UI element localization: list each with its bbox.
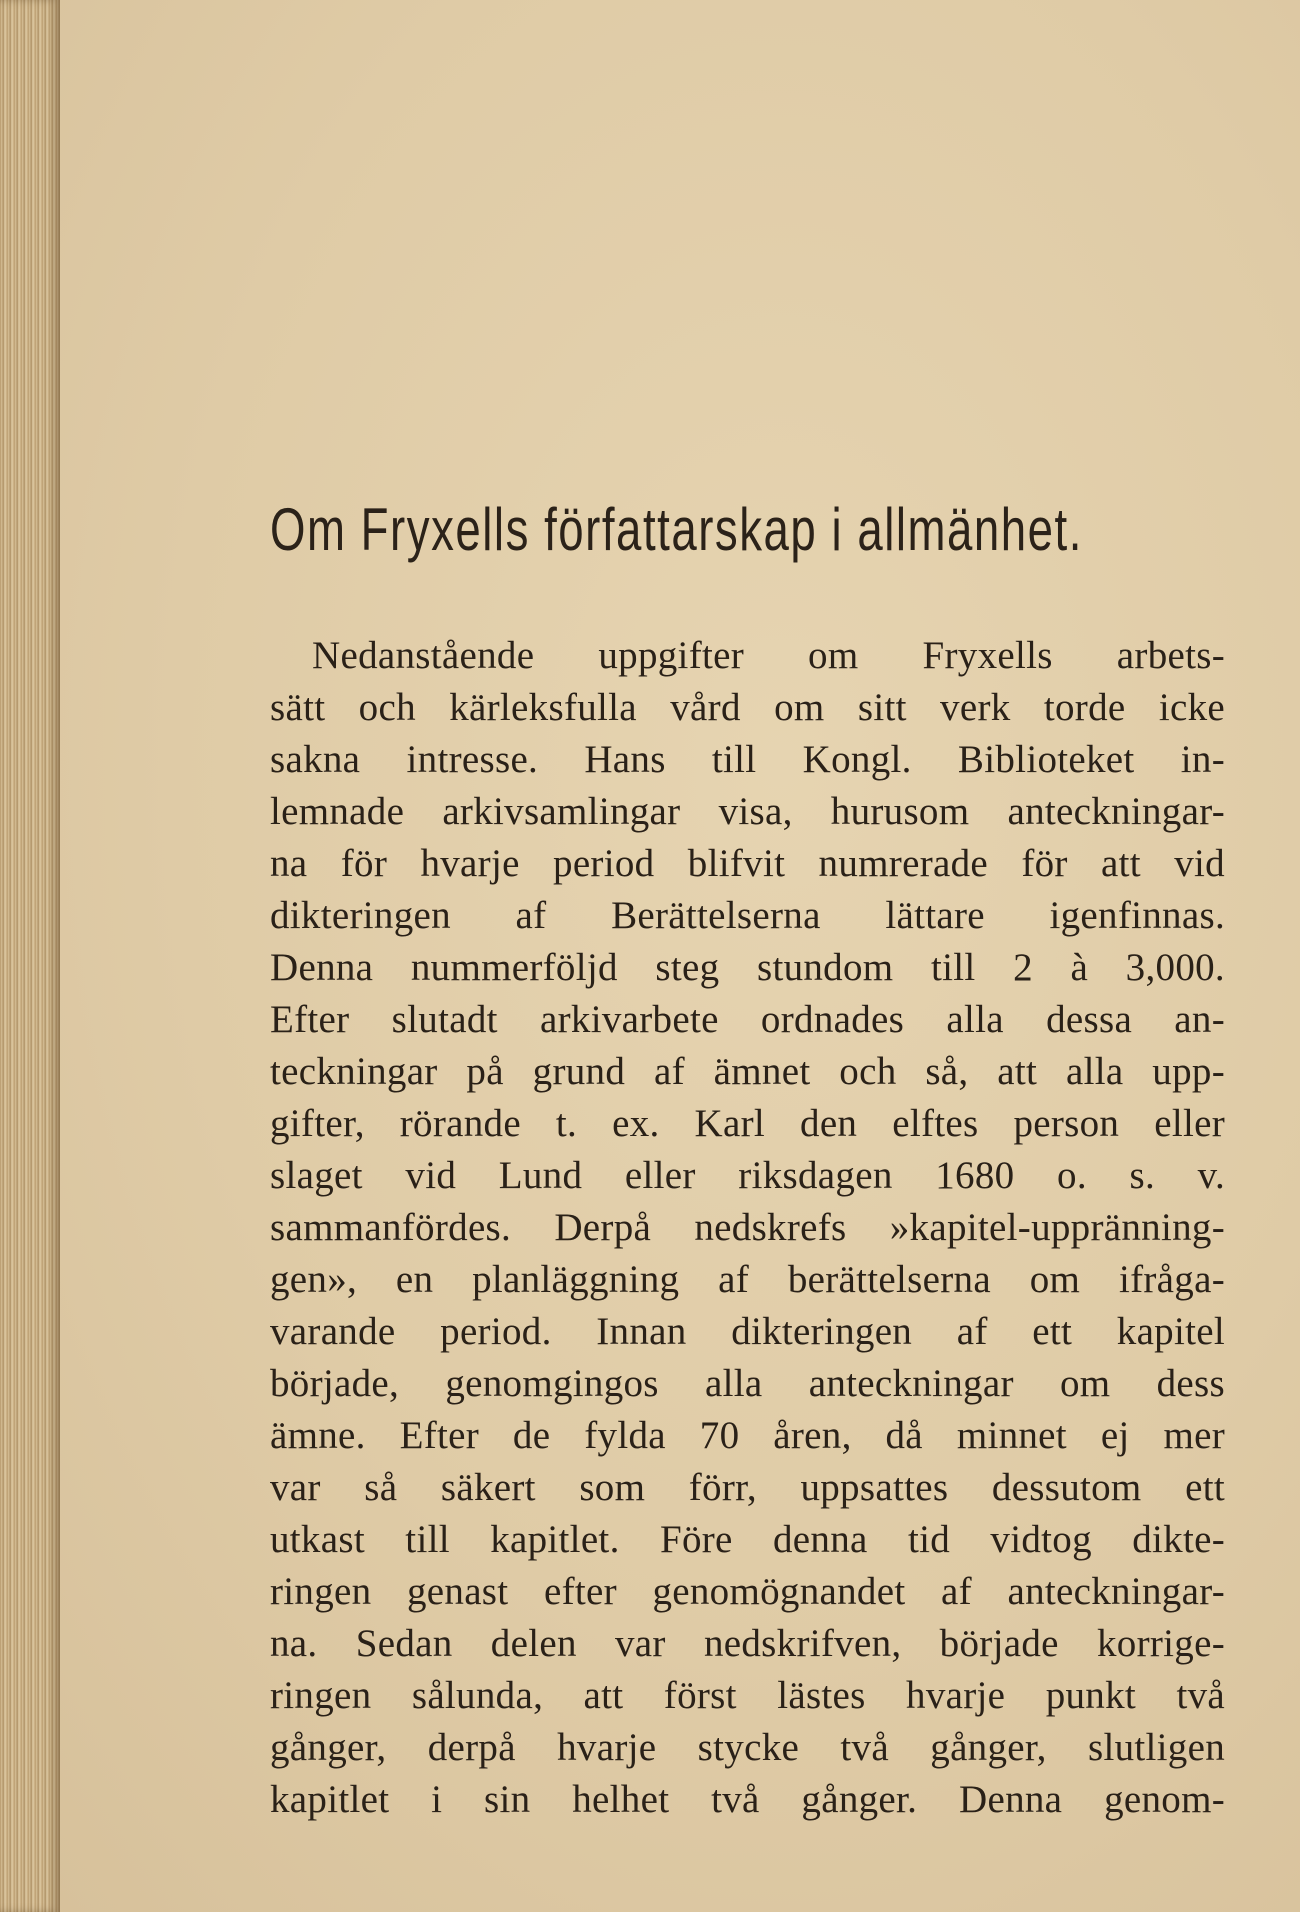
text-line: slaget vid Lund eller riksdagen 1680 o. s. v. [270,1154,1225,1197]
text-line: började, genomgingos alla anteckningar om dess [270,1362,1225,1405]
text-line: utkast till kapitlet. Före denna tid vidtog dikte- [270,1518,1225,1561]
text-line: lemnade arkivsamlingar visa, hurusom anteckningar- [270,790,1225,833]
text-line: gifter, rörande t. ex. Karl den elftes person eller [270,1102,1225,1145]
text-line: na. Sedan delen var nedskrifven, började korrige- [270,1622,1225,1665]
text-line: kapitlet i sin helhet två gånger. Denna genom- [270,1778,1225,1821]
page-edges [0,0,60,1912]
text-line: varande period. Innan dikteringen af ett kapitel [270,1310,1225,1353]
text-line: sätt och kärleksfulla vård om sitt verk torde icke [270,686,1225,729]
text-line: na för hvarje period blifvit numrerade för att vid [270,842,1225,885]
chapter-title: Om Fryxells författarskap i allmänhet. [270,496,1083,563]
text-line: dikteringen af Berättelserna lättare igenfinnas. [270,894,1225,937]
text-line: gen», en planläggning af berättelserna om ifråga- [270,1258,1225,1301]
text-line: var så säkert som förr, uppsattes dessutom ett [270,1466,1225,1509]
text-block [270,490,1225,1826]
text-line: sakna intresse. Hans till Kongl. Biblioteket in- [270,738,1225,781]
text-line: sammanfördes. Derpå nedskrefs »kapitel-uppränning- [270,1206,1225,1249]
text-line: ämne. Efter de fylda 70 åren, då minnet ej mer [270,1414,1225,1457]
text-line: Denna nummerföljd steg stundom till 2 à 3,000. [270,946,1225,989]
text-line: ringen genast efter genomögnandet af anteckningar- [270,1570,1225,1613]
text-line: Nedanstående uppgifter om Fryxells arbets- [312,634,1225,677]
text-line: Efter slutadt arkivarbete ordnades alla dessa an- [270,998,1225,1041]
text-line: teckningar på grund af ämnet och så, att alla upp- [270,1050,1225,1093]
text-line: ringen sålunda, att först lästes hvarje punkt två [270,1674,1225,1717]
text-line: gånger, derpå hvarje stycke två gånger, slutligen [270,1726,1225,1769]
body-paragraph [270,630,1225,1826]
